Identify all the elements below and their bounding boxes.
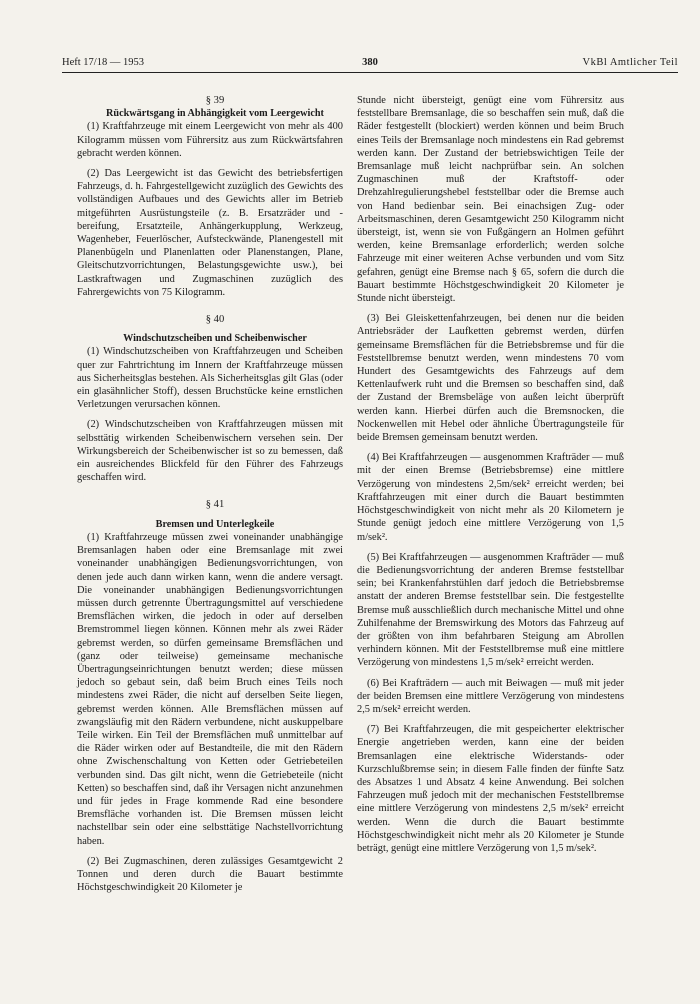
- paragraph: (7) Bei Kraftfahrzeugen, die mit gespeicherter elektrischer Energie angetrieben werden, kann eine der beiden Bremsanlagen eine elektrische Widerstands- oder Kurzschlußbremse sein; in diesem Falle finden der fünfte Satz des Absatzes 1 und Absatz 4 keine Anwendung. Bei solchen Fahrzeugen muß jedoch mit der mechanischen Feststellbremse eine mittlere Verzögerung von mindestens 2,5 m/sek² erreicht werden. Wenn die durch die Bauart bestimmte Höchstgeschwindigkeit nicht mehr als 20 Kilometer je Stunde beträgt, genügt eine mittlere Verzögerung von 1,5 m/sek².: [357, 724, 624, 854]
- page-header: [62, 54, 678, 73]
- left-column: [77, 94, 343, 894]
- section-41: [77, 498, 343, 894]
- page-number: 380: [362, 57, 378, 68]
- publication-label: VkBl Amtlicher Teil: [582, 57, 678, 68]
- section-40: [77, 313, 343, 484]
- paragraph: (2) Das Leergewicht ist das Gewicht des betriebsfertigen Fahrzeugs, d. h. Fahrgestellgewicht zuzüglich des Gewichts des vollständigen Aufbaues und des Gewichts aller im Betrieb mitgeführten Ausrüstungsteile (z. B. Ersatzräder und -bereifung, Ersatzteile, Anhängerkupplung, Werkzeug, Wagenheber, Feuerlöscher, Aufsteckwände, Planengestell mit Planenbügeln und Planenlatten oder Planenstangen, Plane, Gleitschutzvorrichtungen, Belastungsgewichte usw.), bei Lastkraftwagen und Zugmaschinen zuzüglich des Fahrergewichts von 75 Kilogramm.: [77, 168, 343, 298]
- section-39: [77, 94, 343, 299]
- paragraph: (1) Kraftfahrzeuge müssen zwei voneinander unabhängige Bremsanlagen haben oder eine Bremsanlage mit zwei voneinander unabhängigen Bedienungsvorrichtungen, von denen jede auch dann wirken kann, wenn die andere versagt. Die voneinander unabhängigen Bedienungsvorrichtungen müssen durch getrennte Übertragungsmittel auf verschiedene Bremsflächen wirken, die jedoch in oder auf derselben Bremstrommel liegen können. Können mehr als zwei Räder gebremst werden, so dürfen gemeinsame Bremsflächen und (ganz oder teilweise) gemeinsame mechanische Übertragungseinrichtungen benutzt werden; diese müssen jedoch so gebaut sein, daß beim Bruch eines Teils noch mindestens zwei Räder, die nicht auf derselben Seite liegen, gebremst werden können. Alle Bremsflächen müssen auf zwangsläufig mit den Rädern verbundene, nicht auskuppelbare Teile wirken. Ein Teil der Bremsflächen muß unmittelbar auf die Räder wirken oder auf Bestandteile, die mit den Rädern ohne Zwischenschaltung von Ketten oder Getriebeteilen verbunden sind. Das gilt nicht, wenn die Getriebeteile (nicht Ketten) so beschaffen sind, daß ihr Versagen nicht anzunehmen und für jedes in Frage kommende Rad eine besondere Bremsfläche vorhanden ist. Die Bremsen müssen leicht nachstellbar sein oder eine selbsttätige Nachstellvorrichtung haben.: [77, 531, 343, 847]
- paragraph: (3) Bei Gleiskettenfahrzeugen, bei denen nur die beiden Antriebsräder der Laufketten gebremst werden, dürfen gemeinsame Bremsflächen für die Betriebsbremse und für die Feststellbremse benutzt werden, wenn mindestens 70 vom Hundert des Gesamtgewichts des Fahrzeugs auf dem Kettenlaufwerk ruht und die Bremsen so beschaffen sind, daß der Zustand der Bremsbeläge von außen leicht überprüft werden kann. Hierbei dürfen auch die Bremsnocken, die Nockenwellen mit Hebel oder ähnliche Übertragungsteile für beide Bremsen gemeinsam benutzt werden.: [357, 313, 624, 444]
- paragraph: (5) Bei Kraftfahrzeugen — ausgenommen Krafträder — muß die Bedienungsvorrichtung der anderen Bremse feststellbar sein; bei Krankenfahrstühlen darf jedoch die Betriebsbremse anstatt der anderen Bremse feststellbar sein. Die festgestellte Bremse muß ausschließlich durch mechanische Mittel und ohne Zuhilfenahme der Bremswirkung des Motors das Fahrzeug auf der größten von ihm befahrbaren Steigung am Abrollen verhindern können. Mit der Feststellbremse muß eine mittlere Verzögerung von mindestens 1,5 m/sek² erreicht werden.: [357, 551, 624, 669]
- section-number: § 40: [205, 314, 225, 326]
- section-title: Bremsen und Unterlegkeile: [155, 518, 275, 530]
- paragraph: (2) Bei Zugmaschinen, deren zulässiges Gesamtgewicht 2 Tonnen und deren durch die Bauart bestimmte Höchstgeschwindigkeit 20 Kilometer je: [77, 855, 343, 894]
- paragraph: (1) Kraftfahrzeuge mit einem Leergewicht von mehr als 400 Kilogramm müssen vom Führersitz aus zum Rückwärtsfahren gebracht werden können.: [77, 121, 343, 159]
- section-number: § 41: [205, 499, 225, 511]
- section-title: Windschutzscheiben und Scheibenwischer: [123, 333, 307, 345]
- right-column: [357, 94, 624, 855]
- issue-label: Heft 17/18 — 1953: [62, 57, 144, 68]
- section-title: Rückwärtsgang in Abhängigkeit vom Leergewicht: [106, 108, 324, 120]
- paragraph: Stunde nicht übersteigt, genügt eine vom Führersitz aus feststellbare Bremsanlage, die so beschaffen sein muß, daß die Räder festgestellt (blockiert) werden können und beim Bruch eines Teils der Bremsanlage noch mindestens ein Rad gebremst werden kann. Der Zustand der betriebswichtigen Teile der Bremsanlage muß leicht nachprüfbar sein. An solchen Zugmaschinen muß der Kraftstoff- oder Drehzahlregulierungshebel feststellbar oder die Bremse auch von Hand bedienbar sein. Bei einachsigen Zug- oder Arbeitsmaschinen, deren Gesamtgewicht 250 Kilogramm nicht übersteigt, ist, wenn sie von Fußgängern an Holmen geführt werden, keine Bremsanlage erforderlich; werden solche Fahrzeuge mit einer weiteren Achse verbunden und vom Sitz gefahren, genügt eine Bremse nach § 65, sofern die durch die Bauart bestimmte Höchstgeschwindigkeit 20 Kilometer je Stunde nicht übersteigt.: [357, 95, 624, 305]
- paragraph: (1) Windschutzscheiben von Kraftfahrzeugen und Scheiben quer zur Fahrtrichtung im Innern der Kraftfahrzeuge müssen aus Sicherheitsglas bestehen. Als Sicherheitsglas gilt Glas (oder ein glasähnlicher Stoff), dessen Bruchstücke keine ernstlichen Verletzungen verursachen können.: [77, 346, 343, 411]
- paragraph: (4) Bei Kraftfahrzeugen — ausgenommen Krafträder — muß mit der einen Bremse (Betriebsbremse) eine mittlere Verzögerung von mindestens 2,5m/sek² erreicht werden; bei Kraftfahrzeugen mit einer durch die Bauart bestimmten Höchstgeschwindigkeit von nicht mehr als 20 Kilometern je Stunde genügt jedoch eine mittlere Verzögerung von 1,5 m/sek².: [357, 452, 624, 543]
- section-number: § 39: [205, 95, 225, 106]
- paragraph: (2) Windschutzscheiben von Kraftfahrzeugen müssen mit selbsttätig wirkenden Scheibenwischern versehen sein. Der Wirkungsbereich der Scheibenwischer ist so zu bemessen, daß ein ausreichendes Blickfeld für den Führer des Fahrzeugs geschaffen wird.: [77, 419, 343, 484]
- paragraph: (6) Bei Krafträdern — auch mit Beiwagen — muß mit jeder der beiden Bremsen eine mittlere Verzögerung von mindestens 2,5 m/sek² erreicht werden.: [357, 677, 624, 715]
